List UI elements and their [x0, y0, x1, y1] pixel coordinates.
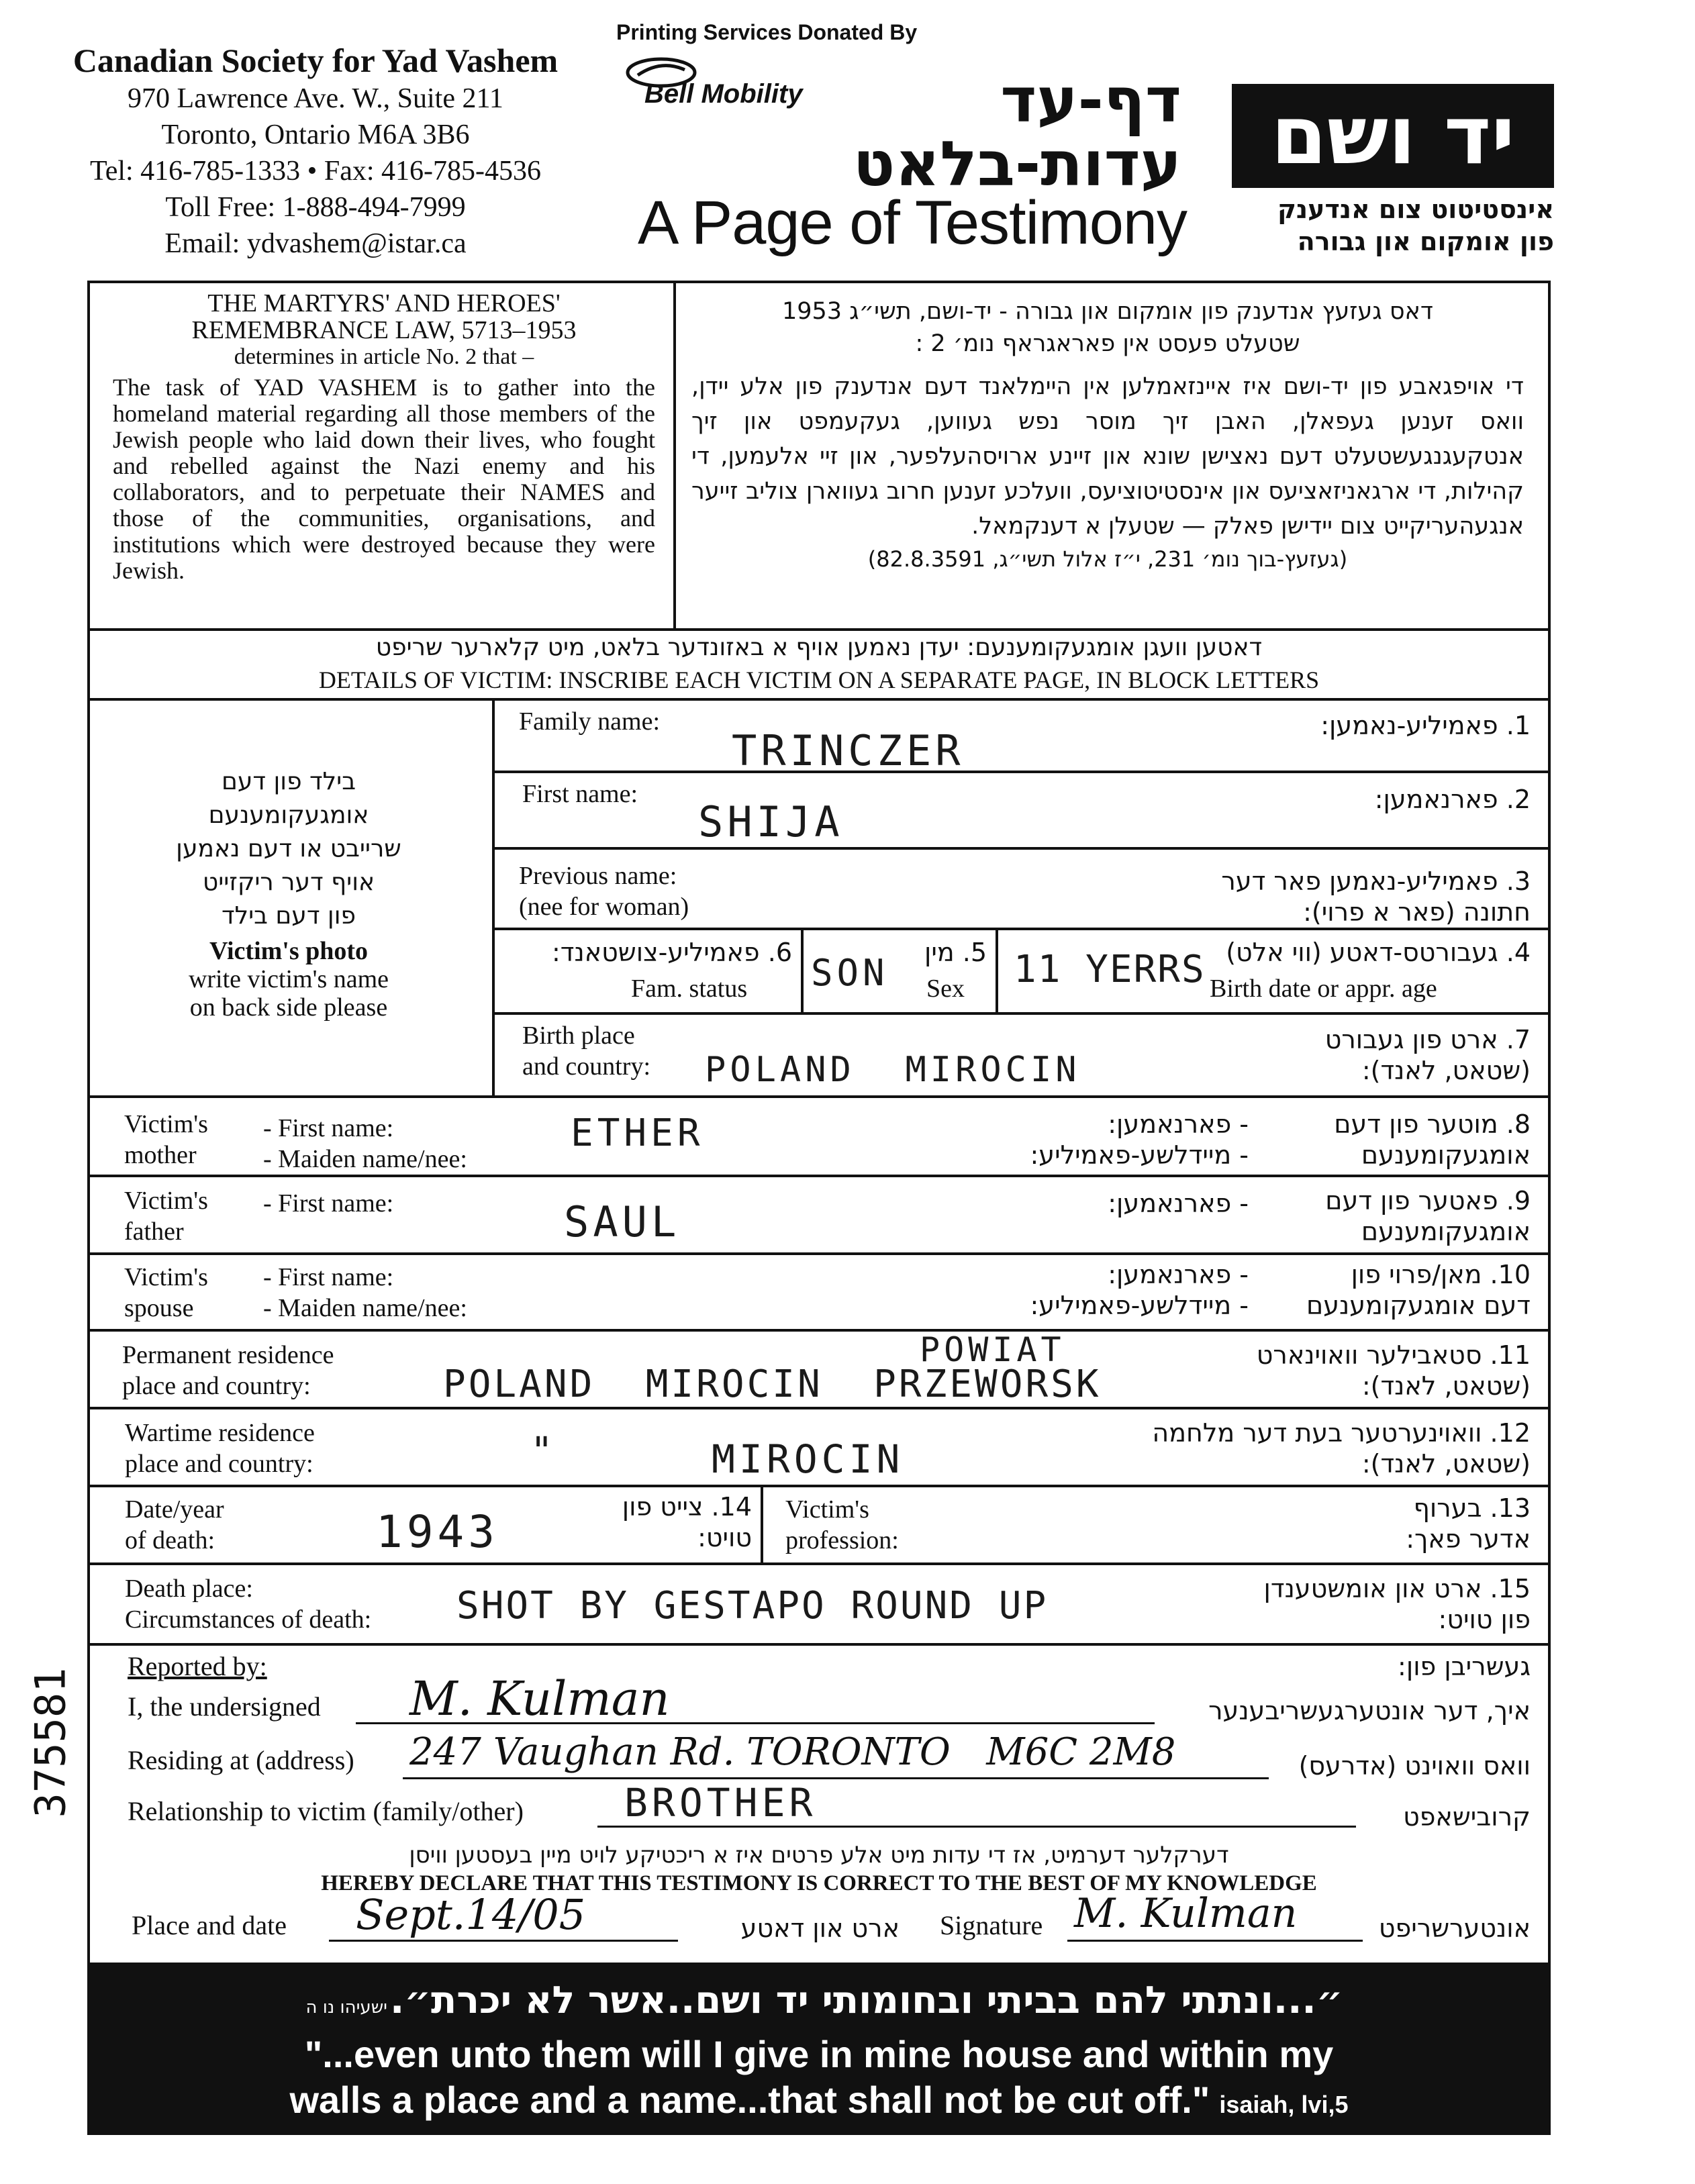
logo-hebrew: יד ושם: [1271, 89, 1515, 183]
law-heading3: determines in article No. 2 that –: [234, 344, 534, 369]
mother-heb-label: [1262, 1109, 1531, 1171]
profession-l1: Victim's: [785, 1495, 869, 1524]
birth-place-hebrew: [1208, 1024, 1531, 1086]
father-l2: father: [124, 1218, 184, 1246]
mother-heb-fields: [940, 1109, 1249, 1171]
title-english: A Page of Testimony: [638, 189, 1188, 257]
spouse-l2: spouse: [124, 1294, 194, 1322]
sex-hebrew: 5. מין: [924, 938, 987, 967]
photo-hebrew5: פון דעם בילד: [221, 902, 356, 930]
photo-english: [101, 937, 477, 1022]
father-r2: אומגעקומענעם: [1361, 1217, 1531, 1246]
society-tollfree: Toll Free: 1-888-494-7999: [165, 192, 466, 223]
row-line-1: [492, 771, 1551, 773]
family-name-label: Family name:: [519, 707, 661, 736]
row-line-2: [492, 847, 1551, 850]
permanent-value[interactable]: POLAND MIROCIN PRZEWORSK: [443, 1362, 1102, 1406]
row-line-6: [87, 1175, 1551, 1177]
mother-h2: - מיידלשע-פאמיליע:: [1030, 1140, 1249, 1170]
father-f1: - First name:: [263, 1189, 394, 1218]
relationship-heb: קרובישאפט: [1403, 1802, 1531, 1832]
death-place-r1: 15. ארט און אומשטענדן: [1263, 1574, 1531, 1603]
law-english: [113, 290, 655, 584]
law-hebrew: [691, 295, 1524, 575]
law-body: The task of YAD VASHEM is to gather into the homeland material regarding all those members of the Jewish people who laid down their lives, who fought and rebelled against the Nazi enemy and his collaborators, and to perpetuate their NAMES and those of the communities, organisations, and institutions which were destroyed because they were Jewish.: [113, 374, 655, 584]
photo-divider: [492, 698, 495, 1095]
death-date-value[interactable]: 1943: [376, 1506, 499, 1558]
previous-name-hebrew1: 3. פאמיליע-נאמען פאר דער: [1221, 866, 1531, 896]
society-email: Email: ydvashem@istar.ca: [164, 228, 467, 259]
society-address2: Toronto, Ontario M6A 3B6: [161, 119, 470, 150]
mother-r1: 8. מוטער פון דעם: [1334, 1109, 1531, 1139]
row-line-4: [492, 1012, 1551, 1015]
footer-hebrew: ״...ונתתי להם בביתי ובחומותי יד ושם..אשר לא יכרת״.: [389, 1979, 1343, 2022]
permanent-r2: (שטאט, לאנד):: [1361, 1371, 1531, 1401]
spouse-fields: [263, 1262, 467, 1324]
society-block: [40, 40, 591, 262]
death-date-l1: Date/year: [125, 1495, 224, 1524]
place-date-heb: ארט און דאטע: [740, 1914, 900, 1943]
society-address1: 970 Lawrence Ave. W., Suite 211: [128, 83, 503, 114]
footer-hebrew-ref: ישעיהו נו ה: [305, 1997, 387, 2018]
birth-place-label2: and country:: [522, 1052, 651, 1081]
birth-place-hebrew1: 7. ארט פון געבורט: [1324, 1025, 1531, 1054]
wartime-l2: place and country:: [125, 1450, 313, 1478]
previous-name-hebrew: [1074, 866, 1531, 928]
reported-by-heading-heb: געשריבן פון:: [1398, 1652, 1531, 1681]
photo-hebrew3: שרייבט או דעם נאמען: [176, 835, 401, 862]
wartime-l1: Wartime residence: [125, 1419, 315, 1447]
mother-f2: - Maiden name/nee:: [263, 1145, 467, 1173]
spouse-h2: - מיידלשע-פאמיליע:: [1030, 1291, 1249, 1320]
logo-sub2: פון אומקום און גבורה: [1297, 227, 1554, 256]
profession-r1: 13. בערוף: [1413, 1493, 1531, 1523]
undersigned-heb: איך, דער אונטערגעשריבענער: [1208, 1696, 1531, 1726]
death-date-h1: 14. צייט פון: [622, 1492, 752, 1522]
reported-by-heading: Reported by:: [128, 1651, 267, 1681]
first-name-value[interactable]: SHIJA: [698, 797, 844, 846]
photo-english1: Victim's photo: [209, 937, 369, 965]
permanent-l1: Permanent residence: [122, 1341, 334, 1369]
law-heading1: THE MARTYRS' AND HEROES': [207, 289, 561, 317]
signature-label: Signature: [940, 1910, 1043, 1940]
row-line-7: [87, 1252, 1551, 1255]
first-name-hebrew: 2. פארנאמען:: [1374, 785, 1531, 814]
death-place-l2: Circumstances of death:: [125, 1605, 372, 1634]
law-bottom: [87, 628, 1551, 631]
father-value[interactable]: SAUL: [564, 1197, 681, 1246]
details-bottom: [87, 698, 1551, 701]
father-l1: Victim's: [124, 1187, 208, 1215]
mother-h1: - פארנאמען:: [1108, 1109, 1249, 1139]
footer-hebrew-row: [87, 1979, 1551, 2022]
death-date-label: [125, 1494, 224, 1556]
society-telfax: Tel: 416-785-1333 • Fax: 416-785-4536: [89, 156, 542, 187]
law-divider: [673, 281, 676, 630]
status-divider-1: [801, 928, 804, 1012]
declare-heb: דערקלער דערמיט, אז די עדות מיט אלע פרטים איז א ריכטיקע לויט מיין בעסטען וויסן: [409, 1842, 1229, 1869]
spouse-heb-fields: [940, 1259, 1249, 1321]
law-hebrew-ref: (געזעץ-בוך נומ׳ 231, י״ז אלול תשי״ג, 82.8.3591): [867, 546, 1348, 572]
permanent-label: [122, 1340, 334, 1401]
footer-english2: walls a place and a name...that shall not be cut off.": [289, 2079, 1210, 2121]
margin-number: 375581: [26, 1667, 75, 1818]
wartime-r1: 12. וואוינערטער בעת דער מלחמה: [1152, 1418, 1531, 1448]
mother-f1: - First name:: [263, 1114, 394, 1142]
residing-heb: וואס וואוינט (אדרעס): [1298, 1751, 1531, 1781]
first-name-label: First name:: [522, 780, 638, 808]
spouse-r2: דעם אומגעקומענעם: [1306, 1291, 1531, 1320]
death-place-label: [125, 1573, 371, 1635]
birth-place-label1: Birth place: [522, 1022, 635, 1050]
photo-hebrew4: אויף דער ריקזייט: [202, 868, 375, 896]
death-place-r2: פון טויט:: [1438, 1605, 1531, 1634]
permanent-heb-label: [1195, 1340, 1531, 1401]
row-line-11: [87, 1562, 1551, 1565]
photo-hebrew2: אומגעקומענעם: [208, 801, 369, 829]
death-profession-divider: [761, 1485, 763, 1562]
permanent-r1: 11. סטאבילער וואוינארט: [1256, 1340, 1531, 1370]
birth-place-value[interactable]: POLAND MIROCIN: [705, 1050, 1081, 1090]
previous-name-hebrew2: חתונה (פאר א פרוי):: [1303, 897, 1531, 927]
birth-label: Birth date or appr. age: [1210, 975, 1437, 1003]
sex-value[interactable]: SON: [811, 952, 889, 994]
signature-line: [1067, 1940, 1363, 1942]
spouse-r1: 10. מאן/פרוי פון: [1351, 1260, 1531, 1289]
relationship-value[interactable]: BROTHER: [624, 1780, 817, 1826]
wartime-value[interactable]: MIROCIN: [712, 1436, 904, 1482]
death-date-heb: [550, 1491, 752, 1553]
society-name: Canadian Society for Yad Vashem: [72, 42, 559, 79]
sex-label: Sex: [926, 975, 965, 1003]
spouse-f1: - First name:: [263, 1263, 394, 1291]
law-hebrew-body: די אויפגאבע פון יד-ושם איז איינזאמלען אין היימלאנד דעם אנדענק פון אלע יידן, וואס זענען געפאלן, האבן זיך מוסר נפש געווען, געקעמפט און זיך אנטקעגנגעשטעלט דעם נאצישן שונא און זיינע ארויסהעלפער, און זיי אלעמען, די קהילות, די ארגאניזאציעס און אינסטיטוציעס, וועלכע זענען חרוב געווארן צוליב זייער אנגעהעריקייט צום יידישן פאלק — שטעלן א דענקמאל.: [691, 373, 1524, 540]
spouse-h1: - פארנאמען:: [1108, 1260, 1249, 1289]
profession-label: [785, 1494, 899, 1556]
profession-heb-label: [1262, 1493, 1531, 1554]
profession-r2: אדער פאך:: [1406, 1524, 1531, 1554]
residing-value[interactable]: 247 Vaughan Rd. TORONTO M6C 2M8: [409, 1730, 1176, 1774]
place-date-line: [329, 1940, 678, 1942]
details-english: DETAILS OF VICTIM: INSCRIBE EACH VICTIM ON A SEPARATE PAGE, IN BLOCK LETTERS: [318, 666, 1320, 693]
spouse-heb-label: [1249, 1259, 1531, 1321]
row-line-10: [87, 1485, 1551, 1487]
previous-name-label: [519, 860, 689, 922]
mother-fields: [263, 1113, 467, 1175]
row-line-3: [492, 928, 1551, 930]
mother-label: [124, 1109, 208, 1171]
footer-english-ref: isaiah, lvi,5: [1219, 2091, 1349, 2118]
residing-label: Residing at (address): [128, 1745, 354, 1775]
spouse-l1: Victim's: [124, 1263, 208, 1291]
place-date-value[interactable]: Sept.14/05: [356, 1890, 586, 1939]
death-place-value[interactable]: SHOT BY GESTAPO ROUND UP: [456, 1584, 1049, 1628]
birth-hebrew: 4. געבורטס-דאטע (ווי אלט): [1226, 938, 1531, 967]
mother-value[interactable]: ETHER: [571, 1111, 704, 1155]
father-h1: - פארנאמען:: [1108, 1189, 1249, 1218]
footer-band: [87, 1965, 1551, 2135]
sponsor-donated-by: Printing Services Donated By: [616, 20, 918, 44]
relationship-line: [597, 1826, 1356, 1828]
signature-heb: אונטערשריפט: [1378, 1914, 1531, 1943]
family-name-value[interactable]: TRINCZER: [732, 726, 965, 775]
father-r1: 9. פאטער פון דעם: [1325, 1186, 1531, 1215]
signature-value[interactable]: M. Kulman: [1074, 1890, 1298, 1937]
previous-name-label1: Previous name:: [519, 862, 677, 890]
law-hebrew-heading: דאס געזעץ אנדענק פון אומקום און גבורה - יד-ושם, תשי״ג 1953: [781, 298, 1434, 325]
bell-mobility-brand: Bell Mobility: [644, 79, 803, 109]
undersigned-value[interactable]: M. Kulman: [409, 1671, 670, 1726]
birth-place-label: [522, 1020, 650, 1082]
logo-sub1: אינסטיטוט צום אנדענק: [1277, 195, 1554, 224]
fam-status-hebrew: 6. פאמיליע-צושטאנד:: [551, 938, 792, 967]
previous-name-label2: (nee for woman): [519, 893, 689, 921]
death-date-h2: טויט:: [697, 1523, 752, 1552]
permanent-value-top[interactable]: POWIAT: [920, 1330, 1065, 1369]
photo-english3: on back side please: [189, 993, 388, 1022]
relationship-label: Relationship to victim (family/other): [128, 1796, 524, 1826]
death-date-l2: of death:: [125, 1526, 215, 1554]
title-hebrew-1: דף-עד: [1000, 64, 1181, 136]
row-line-12: [87, 1643, 1551, 1646]
title-hebrew-2: עדות-בלאט: [853, 128, 1181, 200]
law-heading2: REMEMBRANCE LAW, 5713–1953: [191, 316, 577, 344]
status-divider-2: [996, 928, 998, 1012]
fam-status-label: Fam. status: [631, 975, 748, 1003]
wartime-r2: (שטאט, לאנד):: [1361, 1449, 1531, 1479]
father-heb-label: [1262, 1185, 1531, 1247]
wartime-label: [125, 1418, 315, 1479]
row-line-9: [87, 1407, 1551, 1409]
mother-l2: mother: [124, 1141, 197, 1169]
wartime-value-ditto[interactable]: ": [530, 1430, 557, 1473]
law-hebrew-heading2: שטעלט פעסט אין פאראגראף נומ׳ 2 :: [915, 330, 1300, 357]
footer-english1: "...even unto them will I give in mine house and within my: [304, 2033, 1334, 2075]
place-date-label: Place and date: [132, 1910, 287, 1940]
spouse-label: [124, 1262, 208, 1324]
death-place-l1: Death place:: [125, 1575, 253, 1603]
mother-l1: Victim's: [124, 1110, 208, 1138]
footer-english-row: [87, 2078, 1551, 2122]
residing-line: [403, 1777, 1269, 1779]
permanent-l2: place and country:: [122, 1372, 311, 1400]
photo-hebrew1: בילד פון דעם: [221, 768, 356, 795]
profession-l2: profession:: [785, 1526, 899, 1554]
photo-hebrew: [101, 765, 477, 933]
family-name-hebrew: 1. פאמיליע-נאמען:: [1320, 711, 1531, 740]
birth-place-hebrew2: (שטאט, לאנד):: [1361, 1056, 1531, 1085]
birth-value[interactable]: 11 YERRS: [1014, 948, 1206, 991]
declare: HEREBY DECLARE THAT THIS TESTIMONY IS CORRECT TO THE BEST OF MY KNOWLEDGE: [321, 1871, 1317, 1895]
undersigned-label: I, the undersigned: [128, 1691, 321, 1722]
death-place-heb-label: [1195, 1573, 1531, 1635]
spouse-f2: - Maiden name/nee:: [263, 1294, 467, 1322]
yad-vashem-logo: [1232, 84, 1554, 188]
wartime-heb-label: [1087, 1418, 1531, 1479]
row-line-5: [87, 1095, 1551, 1098]
mother-r2: אומגעקומענעם: [1361, 1140, 1531, 1170]
father-label: [124, 1185, 208, 1247]
details-hebrew: דאטען וועגן אומגעקומענעם: יעדן נאמען אויף א באזונדער בלאט, מיט קלארער שריפט: [375, 634, 1263, 661]
photo-english2: write victim's name: [188, 965, 389, 993]
row-line-8: [87, 1329, 1551, 1332]
